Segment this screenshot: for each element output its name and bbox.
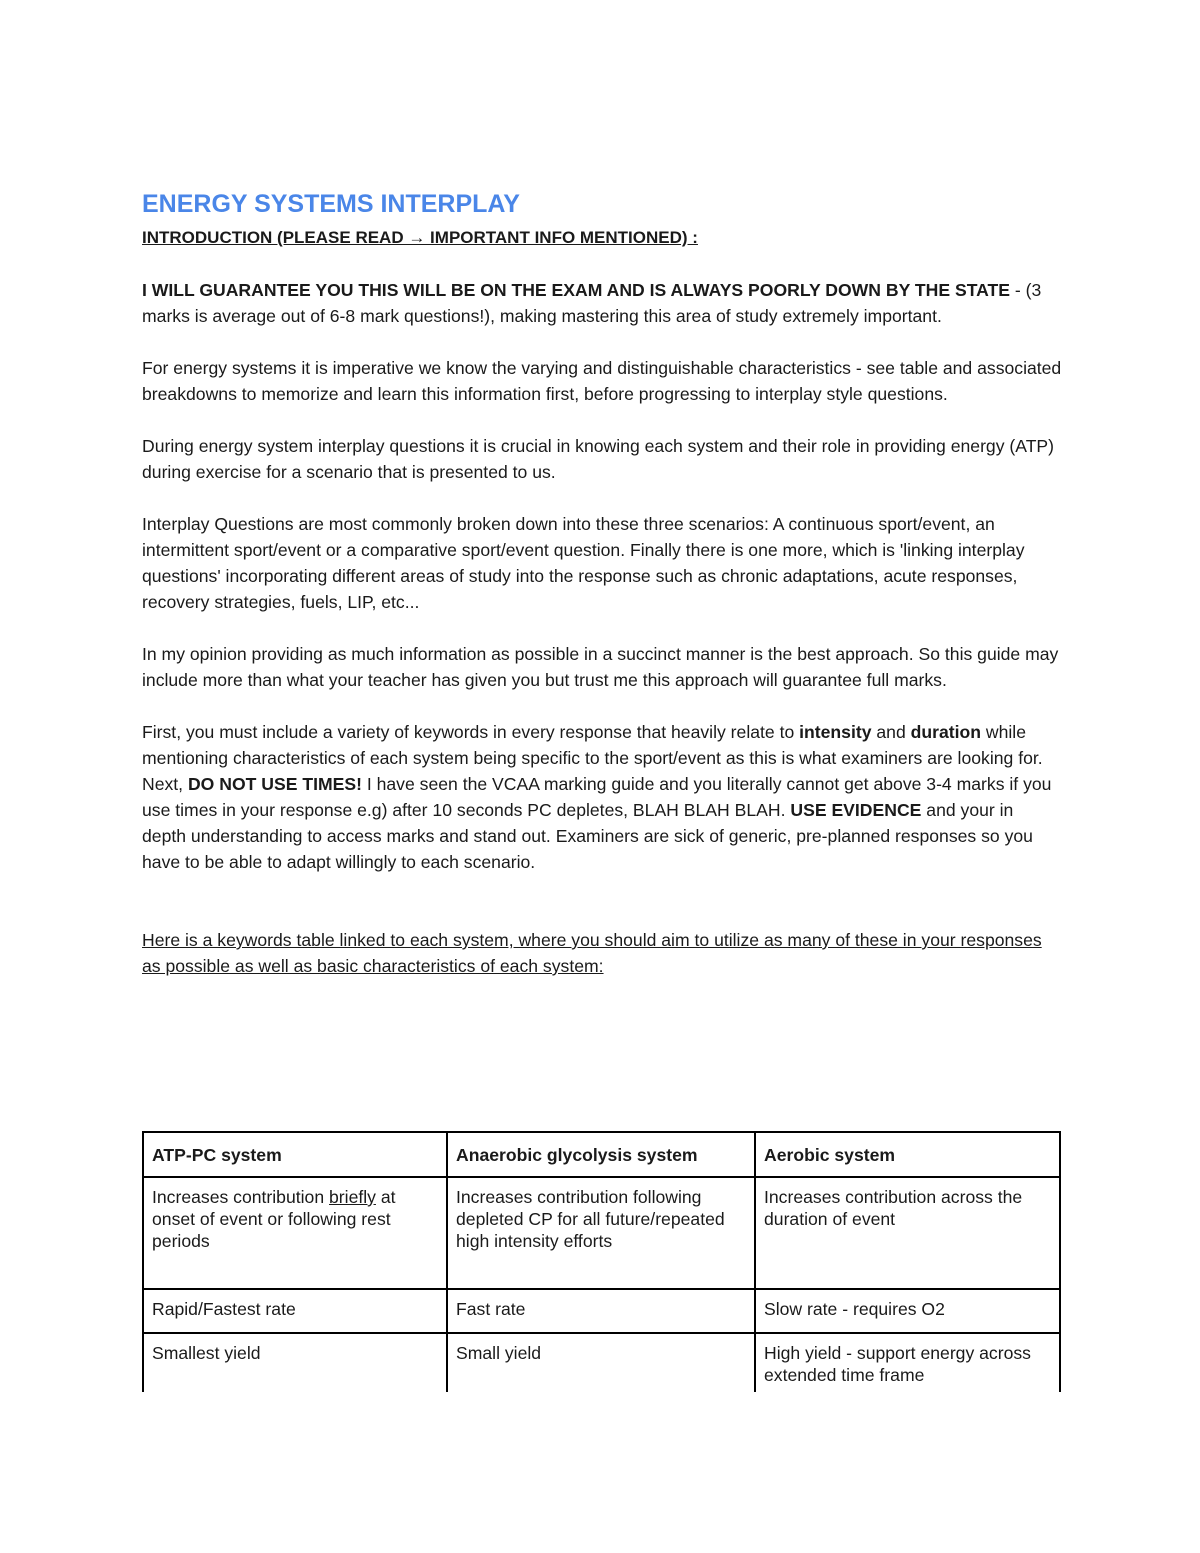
paragraph-scenarios: Interplay Questions are most commonly broken down into these three scenarios: A continuous sport/event, an intermittent sport/event or a comparative sport/event question. Finally there is one more, which is 'linking interplay questions' incorporating different areas of study into the response such as chronic adaptations, acute responses, recovery strategies, fuels, LIP, etc... [142,514,1025,612]
table-intro: Here is a keywords table linked to each system, where you should aim to utilize as many of these in your responses as possible as well as basic characteristics of each system: [142,930,1042,976]
paragraph-approach: In my opinion providing as much information as possible in a succinct manner is the best approach. So this guide may include more than what your teacher has given you but trust me this approach will guarantee full marks. [142,644,1059,690]
paragraph-guarantee: I WILL GUARANTEE YOU THIS WILL BE ON THE EXAM AND IS ALWAYS POORLY DOWN BY THE STATE - (3 marks is average out of 6-8 mark questions!), making mastering this area of study extremely important. [142,280,1042,326]
table-header-row [143,1132,1060,1177]
table-cell: Rapid/Fastest rate [143,1289,447,1333]
keywords-table [142,1131,1061,1392]
table-cell: High yield - support energy across extended time frame [755,1333,1060,1392]
paragraph-interplay-role: During energy system interplay questions it is crucial in knowing each system and their role in providing energy (ATP) during exercise for a scenario that is presented to us. [142,436,1055,482]
guarantee-bold: I WILL GUARANTEE YOU THIS WILL BE ON THE EXAM AND IS ALWAYS POORLY DOWN BY THE STATE [142,280,1011,300]
table-cell: Slow rate - requires O2 [755,1289,1060,1333]
table-cell: Increases contribution across the duration of event [755,1177,1060,1289]
table-cell: Increases contribution following depleted CP for all future/repeated high intensity efforts [447,1177,755,1289]
header-atp-pc: ATP-PC system [143,1132,447,1177]
table-cell: Small yield [447,1333,755,1392]
table-cell: Increases contribution briefly at onset of event or following rest periods [143,1177,447,1289]
paragraph-keywords-advice: First, you must include a variety of keywords in every response that heavily relate to intensity and duration while mentioning characteristics of each system being specific to the sport/event as this is what examiners are looking for. Next, DO NOT USE TIMES! I have seen the VCAA marking guide and you literally cannot get above 3-4 marks if you use times in your response e.g) after 10 seconds PC depletes, BLAH BLAH BLAH. USE EVIDENCE and your in depth understanding to access marks and stand out. Examiners are sick of generic, pre-planned responses so you have to be able to adapt willingly to each scenario. [142,722,1052,872]
table-row [143,1177,1060,1289]
table-row [143,1289,1060,1333]
table-cell: Fast rate [447,1289,755,1333]
paragraph-characteristics: For energy systems it is imperative we know the varying and distinguishable characteristics - see table and associated breakdowns to memorize and learn this information first, before progressing to interplay style questions. [142,358,1062,404]
header-anaerobic: Anaerobic glycolysis system [447,1132,755,1177]
intro-heading: INTRODUCTION (PLEASE READ → IMPORTANT INFO MENTIONED) : [142,228,698,247]
document-title: ENERGY SYSTEMS INTERPLAY [142,190,520,218]
header-aerobic: Aerobic system [755,1132,1060,1177]
document-page [142,188,1062,979]
table-row [143,1333,1060,1392]
table-cell: Smallest yield [143,1333,447,1392]
